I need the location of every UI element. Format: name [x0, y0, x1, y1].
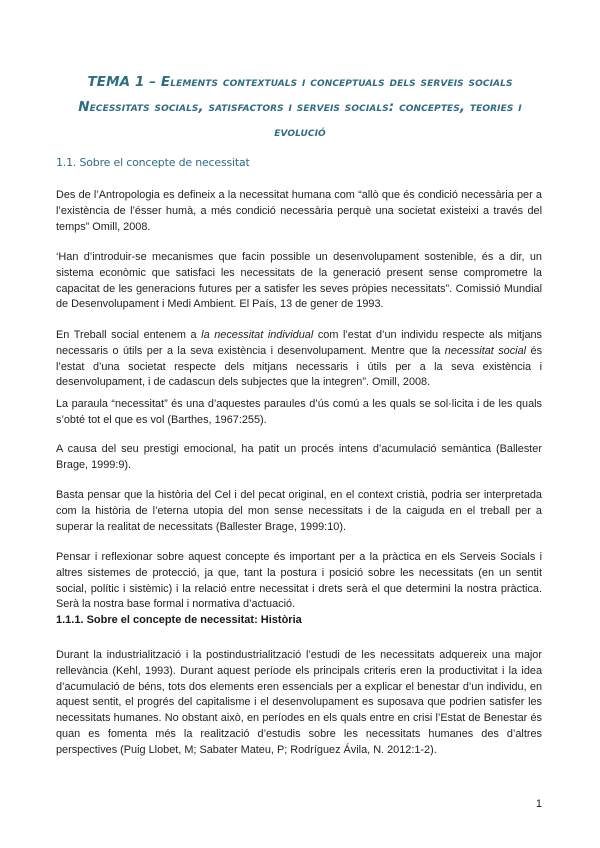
paragraph-anthropology: Des de l’Antropologia es defineix a la necessitat humana com “allò que és condició necessària per a l’existència de l’ésser humà, a més condició necessària perquè una societat existeixi a través del temps” Omill, 2008. — [56, 189, 542, 233]
section-heading: 1.1. Sobre el concepte de necessitat — [56, 156, 250, 169]
individual-need-term: la necessitat individual — [201, 329, 314, 341]
paragraph-word-necessity: La paraula “necessitat” és una d’aquestes paraules d’ús comú a les quals se sol·licita i de les quals s’obté tot el que es vol (Barthes, 1967:255). — [56, 398, 542, 426]
paragraph-sustainable-development: ‘Han d’introduir-se mecanismes que facin possible un desenvolupament sostenible, és a dir, un sistema econòmic que satisfaci les necessitats de la generació present sense comprometre la capacitat de les generacions futures per a satisfer les seves pròpies necessitats”. Comissió Mundial de Desenvolupament i Medi Ambient. El País, 13 de gener de 1993. — [56, 251, 542, 311]
paragraph-social-work-text-2: com l’estat d’un individu respecte als mitjans necessaris o útils per a la seva existència i desenvolupament. Mentre que la — [56, 329, 542, 357]
paragraph-social-work — [56, 328, 542, 391]
paragraph-social-work-text-3: és l’estat d’una societat respecte dels mitjans necessaris i útils per a la seva existència i desenvolupament, i de cadascun dels subjectes que la integren”. Omill, 2008. — [56, 344, 543, 389]
subheading-history: 1.1.1. Sobre el concepte de necessitat: Història — [56, 614, 302, 626]
title-line-2: Necessitats socials, satisfactors i serveis socials: conceptes, teories i evolució — [78, 99, 522, 140]
document-title — [56, 70, 544, 145]
paragraph-heaven-sin: Basta pensar que la història del Cel i del pecat original, en el context cristià, podria ser interpretada com la història de l’eterna utopia del mon sense necessitats i de la caiguda en el treball per a superar la realitat de necessitats (Ballester Brage, 1999:10). — [56, 489, 542, 533]
paragraph-reflect-concept: Pensar i reflexionar sobre aquest concepte és important per a la pràctica en els Serveis Socials i altres sistemes de protecció, ja que, tant la postura i posició sobre les necessitats (en un sentit social, polític i sistèmic) i la relació entre necessitat i drets serà el que determini la nostra pràctica. Serà la nostra base formal i normativa d’actuació. — [56, 551, 542, 611]
paragraph-history: Durant la industrialització i la postindustrialització l’estudi de les necessitats adquereix una major rellevància (Kehl, 1993). Durant aquest període els principals criteris eren la productivitat i la idea d’acumulació de béns, tots dos elements eren essencials per a explicar el benestar d’un individu, en aquest sentit, el progrés del capitalisme i el desenvolupament es suposava que podrien satisfer les necessitats humanes. No obstant això, en períodes en els quals entre en crisi l’Estat de Benestar és quan es fomenta més la realització d’estudis sobre les necessitats humanes des d’altres perspectives (Puig Llobet, M; Sabater Mateu, P; Rodríguez Ávila, N. 2012:1-2). — [56, 649, 542, 756]
title-line-1: TEMA 1 – Elements contextuals i conceptuals dels serveis socials — [87, 74, 513, 90]
page-number: 1 — [535, 798, 542, 810]
paragraph-emotional-prestige: A causa del seu prestigi emocional, ha patit un procés intens d’acumulació semàntica (Ballester Brage, 1999:9). — [56, 443, 542, 471]
social-need-term: necessitat social — [444, 344, 527, 357]
paragraph-social-work-text-1: En Treball social entenem a — [56, 329, 202, 341]
